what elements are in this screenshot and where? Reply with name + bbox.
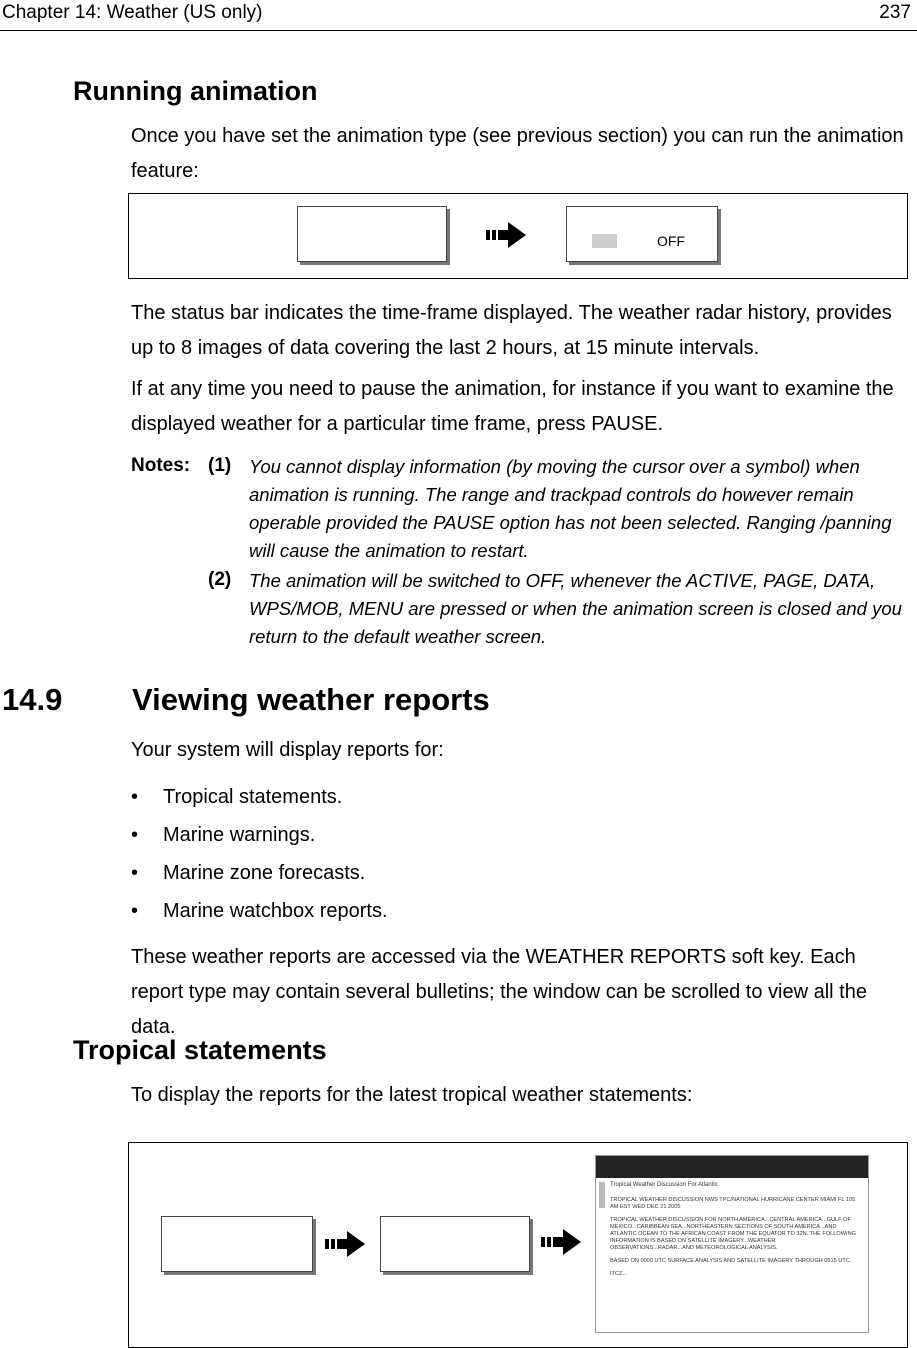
page-number: 237 [879,2,911,23]
report-paragraph: TROPICAL WEATHER DISCUSSION NWS TPC/NATIONAL HURRICANE CENTER MIAMI FL 105 AM EST WED DEC 21 2005 [610,1197,856,1210]
list-item: • Marine warnings. [131,824,316,846]
animation-softkey[interactable] [297,206,447,262]
double-arrow-right-icon [541,1229,583,1255]
note-text: The animation will be switched to OFF, whenever the ACTIVE, PAGE, DATA, WPS/MOB, MENU are pressed or when the animation screen is closed and you return to the default weather screen. [249,570,902,647]
section-heading [2,682,490,718]
double-arrow-right-icon [486,222,528,248]
report-paragraph: BASED ON 0000 UTC SURFACE ANALYSIS AND SATELLITE IMAGERY THROUGH 0515 UTC. [610,1258,852,1264]
section-title: Viewing weather reports [132,682,490,717]
list-item: • Marine watchbox reports. [131,900,388,922]
chapter-title: Chapter 14: Weather (US only) [2,2,263,23]
report-paragraph: ITCZ... [610,1271,628,1277]
status-bar-text: The status bar indicates the time-frame displayed. The weather radar history, provides up to 8 images of data covering the last 2 hours, at 15 minute intervals. [131,302,892,359]
toggle-indicator [592,234,617,248]
scrollbar[interactable] [599,1182,605,1208]
running-animation-heading: Running animation [73,76,318,106]
reports-intro: Your system will display reports for: [131,739,444,761]
list-item: • Marine zone forecasts. [131,862,366,884]
animation-intro: Once you have set the animation type (see previous section) you can run the animation feature: [131,125,904,182]
double-arrow-right-icon [325,1231,367,1257]
pause-text: If at any time you need to pause the animation, for instance if you want to examine the displayed weather for a particular time frame, press PAUSE. [131,378,894,435]
tropical-statements-softkey[interactable] [380,1216,530,1272]
note-text: You cannot display information (by moving the cursor over a symbol) when animation is running. The range and trackpad controls do however remain operable provided the PAUSE option has not been selected. Ranging /panning will cause the animation to restart. [249,456,892,561]
tropical-intro: To display the reports for the latest tropical weather statements: [131,1084,693,1106]
page-header [0,0,917,31]
notes-label: Notes: [131,455,191,476]
list-item: • Tropical statements. [131,786,343,808]
screen-title-bar [596,1156,868,1178]
animation-softkey-diagram [128,193,908,279]
tropical-report-screen [595,1155,869,1333]
report-body[interactable] [596,1178,868,1278]
animation-toggle-softkey[interactable] [566,206,718,262]
section-number: 14.9 [2,682,63,717]
reports-access-text: These weather reports are accessed via the WEATHER REPORTS soft key. Each report type may contain several bulletins; the window can be scrolled to view all the data. [131,946,867,1038]
weather-reports-softkey[interactable] [161,1216,313,1272]
toggle-state-label: OFF [657,233,685,249]
note-number: (2) [208,569,232,590]
report-paragraph: TROPICAL WEATHER DISCUSSION FOR NORTH AMERICA...CENTRAL AMERICA...GULF OF MEXICO...CARIBBEAN SEA...NORTHEASTERN SECTIONS OF SOUTH AMERICA...AND ATLANTIC OCEAN TO THE AFRICAN COAST FROM THE EQUATOR TO 32N. THE FOLLOWING INFORMATION IS BASED ON SATELLITE IMAGERY...WEATHER OBSERVATIONS...RADAR...AND METEOROLOGICAL ANALYSIS. [610,1217,856,1251]
tropical-heading: Tropical statements [73,1035,327,1065]
note-number: (1) [208,455,232,476]
report-title: Tropical Weather Discussion For Atlantic [610,1182,718,1188]
